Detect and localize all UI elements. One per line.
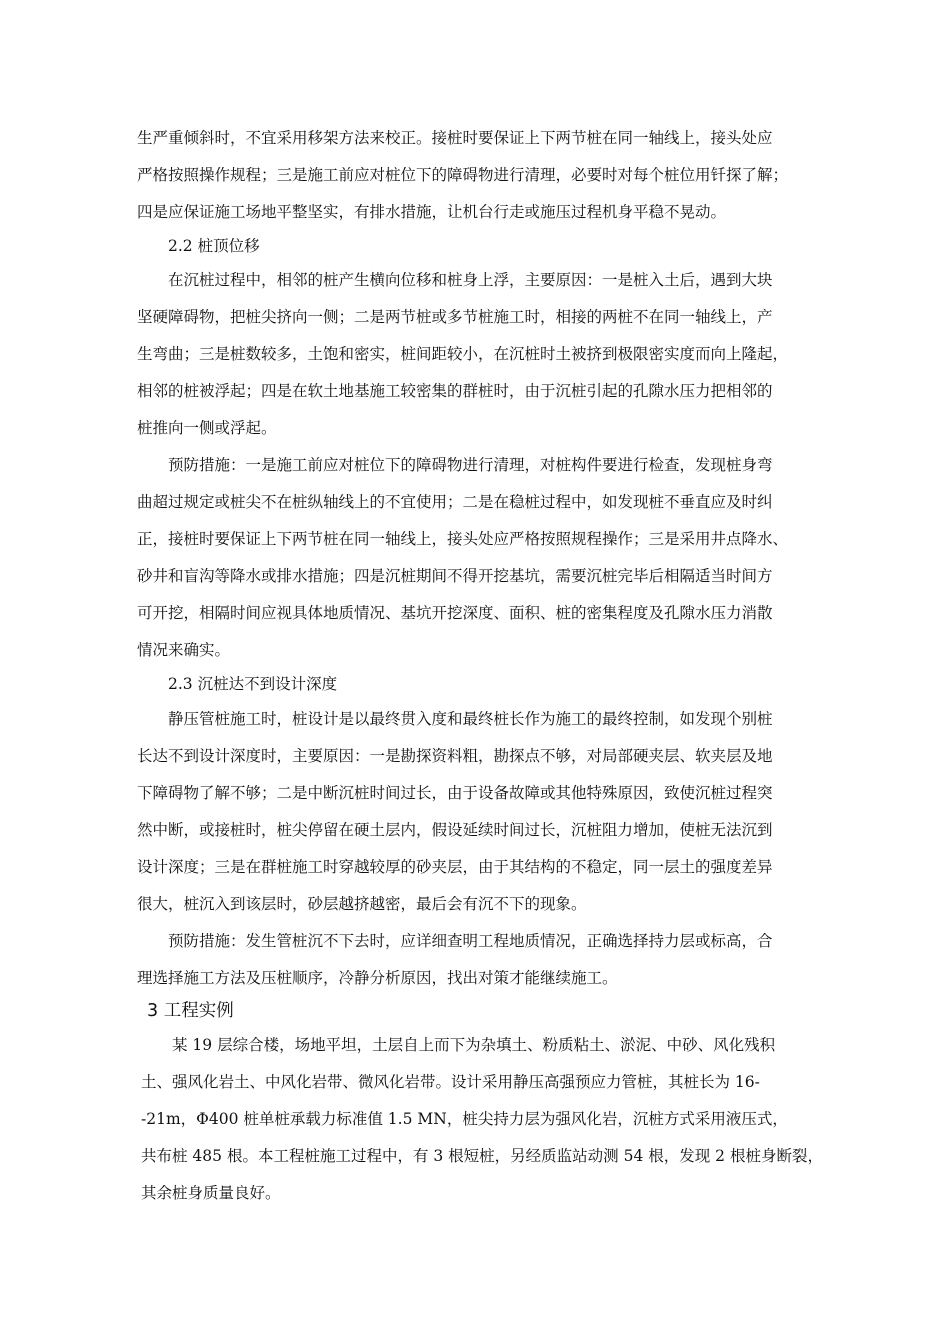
text-line: 很大，桩沉入到该层时，砂层越挤越密，最后会有沉不下的现象。	[137, 895, 587, 913]
text-line: 可开挖，相隔时间应视具体地质情况、基坑开挖深度、面积、桩的密集程度及孔隙水压力消散	[137, 604, 773, 622]
heading-text: 2.3 沉桩达不到设计深度	[168, 675, 338, 693]
text-line: 相邻的桩被浮起；四是在软土地基施工较密集的群桩时，由于沉桩引起的孔隙水压力把相邻的	[137, 382, 773, 400]
text-line: 情况来确实。	[137, 641, 231, 659]
text-line: 土、强风化岩土、中风化岩带、微风化岩带。设计采用静压高强预应力管桩，其桩长为 16-	[141, 1073, 760, 1091]
text-line: 正，接桩时要保证上下两节桩在同一轴线上，接头处应严格按照规程操作；三是采用井点降水、	[137, 530, 789, 548]
text-line: 预防措施：发生管桩沉不下去时，应详细查明工程地质情况，正确选择持力层或标高，合	[168, 932, 773, 950]
text-line: 某 19 层综合楼，场地平坦，土层自上而下为杂填土、粉质粘土、淤泥、中砂、风化残积	[172, 1036, 776, 1054]
text-line: 曲超过规定或桩尖不在桩纵轴线上的不宜使用；二是在稳桩过程中，如发现桩不垂直应及时纠	[137, 493, 773, 511]
text-line: 设计深度；三是在群桩施工时穿越较厚的砂夹层，由于其结构的不稳定，同一层土的强度差异	[137, 858, 773, 876]
text-line: 其余桩身质量良好。	[141, 1184, 281, 1202]
text-line: 预防措施：一是施工前应对桩位下的障碍物进行清理，对桩构件要进行检查，发现桩身弯	[168, 456, 773, 474]
text-line: 然中断，或接桩时，桩尖停留在硬土层内，假设延续时间过长，沉桩阻力增加，使桩无法沉到	[137, 821, 773, 839]
heading-text: 2.2 桩顶位移	[168, 237, 260, 255]
text-line: 静压管桩施工时，桩设计是以最终贯入度和最终桩长作为施工的最终控制，如发现个别桩	[168, 710, 773, 728]
text-line: 下障碍物了解不够；二是中断沉桩时间过长，由于设备故障或其他特殊原因，致使沉桩过程突	[137, 784, 773, 802]
text-line: 共布桩 485 根。本工程桩施工过程中，有 3 根短桩，另经质监站动测 54 根，发现 2 根桩身断裂，	[141, 1147, 823, 1165]
text-line: 在沉桩过程中，相邻的桩产生横向位移和桩身上浮，主要原因：一是桩入土后，遇到大块	[168, 271, 773, 289]
text-line: 四是应保证施工场地平整坚实，有排水措施，让机台行走或施压过程机身平稳不晃动。	[137, 203, 727, 221]
heading-text: 3 工程实例	[147, 1001, 234, 1021]
text-line: 桩推向一侧或浮起。	[137, 419, 277, 437]
text-line: 严格按照操作规程；三是施工前应对桩位下的障碍物进行清理，必要时对每个桩位用钎探了解；	[137, 166, 789, 184]
text-line: 生严重倾斜时，不宜采用移架方法来校正。接桩时要保证上下两节桩在同一轴线上，接头处应	[137, 129, 773, 147]
text-line: 砂井和盲沟等降水或排水措施；四是沉桩期间不得开挖基坑，需要沉桩完毕后相隔适当时间方	[137, 567, 773, 585]
text-line: 长达不到设计深度时，主要原因：一是勘探资料粗，勘探点不够，对局部硬夹层、软夹层及地	[137, 747, 773, 765]
text-line: -21m，Φ400 桩单桩承载力标准值 1.5 MN，桩尖持力层为强风化岩，沉桩方式采用液压式，	[141, 1110, 788, 1128]
text-line: 理选择施工方法及压桩顺序，冷静分析原因，找出对策才能继续施工。	[137, 969, 618, 987]
text-line: 坚硬障碍物，把桩尖挤向一侧；二是两节桩或多节桩施工时，相接的两桩不在同一轴线上，产	[137, 308, 773, 326]
text-line: 生弯曲；三是桩数较多，土饱和密实，桩间距较小，在沉桩时土被挤到极限密实度而向上隆起，	[137, 345, 789, 363]
